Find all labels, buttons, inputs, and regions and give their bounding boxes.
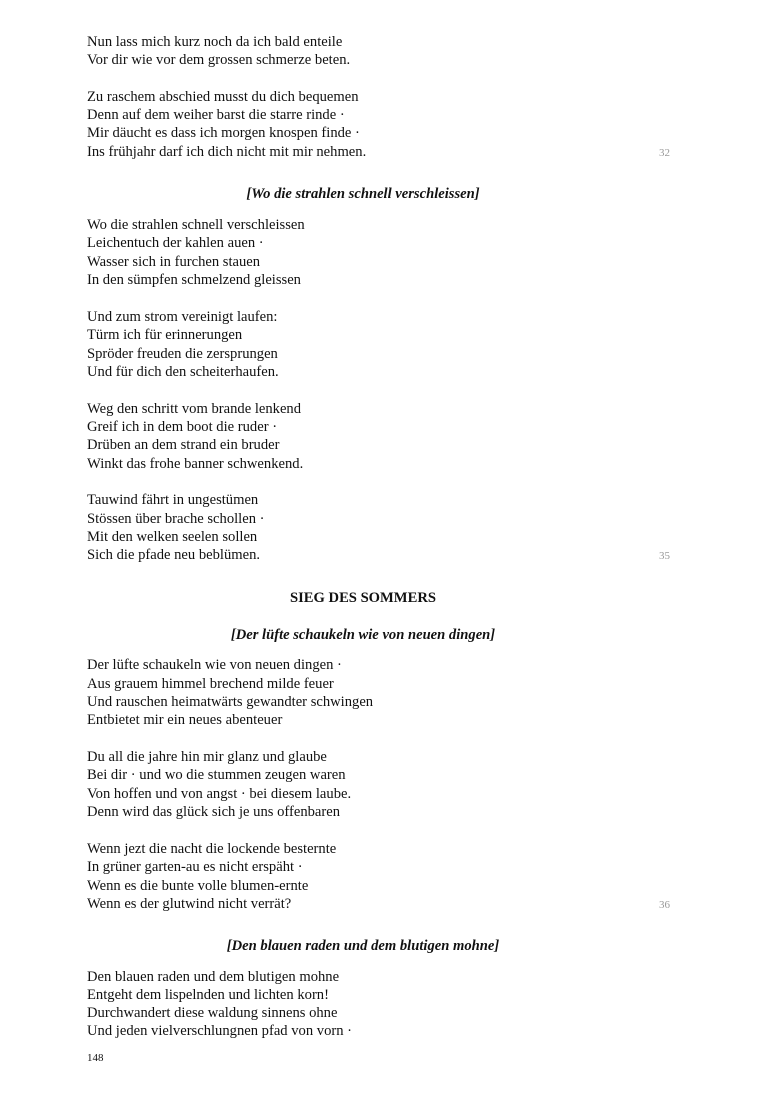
verse-line: Wenn jezt die nacht die lockende besternte [87,841,337,857]
verse-line: Sich die pfade neu beblümen. [87,547,261,563]
poem-title: [Der lüfte schaukeln wie von neuen dingen] [230,627,496,643]
verse-line: Greif ich in dem boot die ruder · [87,419,278,435]
page-number: 148 [87,1052,104,1064]
verse-line: Den blauen raden und dem blutigen mohne [87,969,340,985]
verse-line: Mit den welken seelen sollen [87,529,258,545]
verse-line: Tauwind fährt in ungestümen [87,492,259,508]
verse-line: Bei dir · und wo die stummen zeugen waren [87,767,346,783]
verse-line: Nun lass mich kurz noch da ich bald enteile [87,34,343,50]
verse-line: Aus grauem himmel brechend milde feuer [87,676,334,692]
verse-line: Und zum strom vereinigt laufen: [87,309,278,325]
verse-line: In grüner garten-au es nicht erspäht · [87,859,303,875]
verse-line: Ins frühjahr darf ich dich nicht mit mir nehmen. [87,144,367,160]
poem-title: [Den blauen raden und dem blutigen mohne] [226,938,500,954]
verse-line: Zu raschem abschied musst du dich bequemen [87,89,359,105]
verse-line: Denn auf dem weiher barst die starre rinde · [87,107,345,123]
verse-line: Vor dir wie vor dem grossen schmerze beten. [87,52,351,68]
verse-line: Türm ich für erinnerungen [87,327,243,343]
verse-line: Denn wird das glück sich je uns offenbaren [87,804,341,820]
verse-line: Mir däucht es dass ich morgen knospen finde · [87,125,360,141]
verse-line: Entgeht dem lispelnden und lichten korn! [87,987,329,1003]
verse-line: Drüben an dem strand ein bruder [87,437,280,453]
verse-line: Du all die jahre hin mir glanz und glaube [87,749,327,765]
verse-line: Wenn es die bunte volle blumen-ernte [87,878,309,894]
verse-line: Durchwandert diese waldung sinnens ohne [87,1005,338,1021]
verse-line: Wasser sich in furchen stauen [87,254,261,270]
verse-line: Weg den schritt vom brande lenkend [87,401,302,417]
verse-line: Entbietet mir ein neues abenteuer [87,712,283,728]
verse-line: Der lüfte schaukeln wie von neuen dingen · [87,657,342,673]
verse-line: In den sümpfen schmelzend gleissen [87,272,301,288]
margin-line-number: 36 [659,899,670,911]
verse-line: Spröder freuden die zersprungen [87,346,278,362]
verse-line: Wo die strahlen schnell verschleissen [87,217,305,233]
verse-line: Leichentuch der kahlen auen · [87,235,264,251]
verse-line: Winkt das frohe banner schwenkend. [87,456,304,472]
margin-line-number: 35 [659,550,670,562]
section-heading: SIEG DES SOMMERS [290,590,436,606]
verse-line: Stössen über brache schollen · [87,511,265,527]
verse-line: Wenn es der glutwind nicht verrät? [87,896,292,912]
verse-line: Von hoffen und von angst · bei diesem laube. [87,786,352,802]
verse-line: Und jeden vielverschlungnen pfad von vorn · [87,1023,353,1039]
verse-line: Und rauschen heimatwärts gewandter schwingen [87,694,374,710]
poem-title: [Wo die strahlen schnell verschleissen] [246,186,480,202]
margin-line-number: 32 [659,147,670,159]
verse-line: Und für dich den scheiterhaufen. [87,364,279,380]
